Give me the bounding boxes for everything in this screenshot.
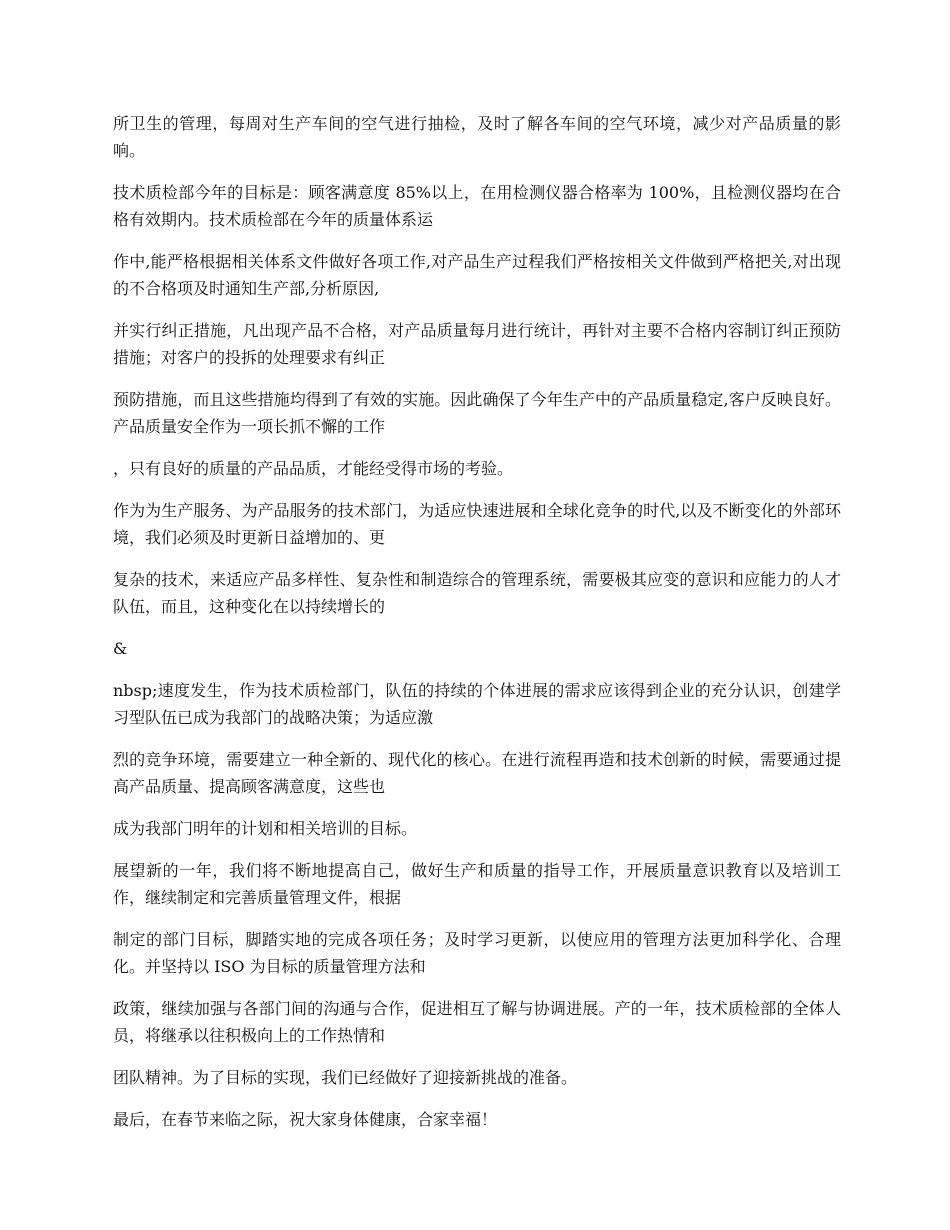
- paragraph: 团队精神。为了目标的实现，我们已经做好了迎接新挑战的准备。: [113, 1068, 578, 1087]
- paragraph: 作中,能严格根据相关体系文件做好各项工作,对产品生产过程我们严格按相关文件做到严格把关,对出现的不合格项及时通知生产部,分析原因,: [113, 252, 841, 298]
- paragraph: 作为为生产服务、为产品服务的技术部门，为适应快速进展和全球化竞争的时代,以及不断变化的外部环境，我们必须及时更新日益增加的、更: [113, 501, 841, 547]
- paragraph: 成为我部门明年的计划和相关培训的目标。: [113, 819, 418, 838]
- paragraph: ，只有良好的质量的产品品质，才能经受得市场的考验。: [113, 459, 514, 478]
- paragraph: 展望新的一年，我们将不断地提高自己，做好生产和质量的指导工作，开展质量意识教育以及培训工作，继续制定和完善质量管理文件，根据: [113, 861, 841, 907]
- paragraph: 烈的竞争环境，需要建立一种全新的、现代化的核心。在进行流程再造和技术创新的时候，需要通过提高产品质量、提高顾客满意度，这些也: [113, 750, 841, 796]
- paragraph: 复杂的技术，来适应产品多样性、复杂性和制造综合的管理系统，需要极其应变的意识和应能力的人才队伍，而且，这种变化在以持续增长的: [113, 570, 841, 616]
- paragraph: 制定的部门目标，脚踏实地的完成各项任务；及时学习更新，以使应用的管理方法更加科学化、合理化。并坚持以 ISO 为目标的质量管理方法和: [113, 930, 841, 976]
- paragraph: 预防措施，而且这些措施均得到了有效的实施。因此确保了今年生产中的产品质量稳定,客户反映良好。产品质量安全作为一项长抓不懈的工作: [113, 390, 841, 436]
- document-body: [113, 110, 841, 1148]
- paragraph: 所卫生的管理，每周对生产车间的空气进行抽检，及时了解各车间的空气环境，减少对产品质量的影响。: [113, 114, 841, 160]
- paragraph: 最后，在春节来临之际，祝大家身体健康，合家幸福！: [113, 1110, 498, 1129]
- paragraph: 并实行纠正措施，凡出现产品不合格，对产品质量每月进行统计，再针对主要不合格内容制订纠正预防措施；对客户的投拆的处理要求有纠正: [113, 321, 841, 367]
- paragraph: &: [113, 639, 128, 658]
- paragraph: nbsp;速度发生，作为技术质检部门，队伍的持续的个体进展的需求应该得到企业的充分认识，创建学习型队伍已成为我部门的战略决策；为适应激: [113, 681, 841, 727]
- paragraph: 技术质检部今年的目标是：顾客满意度 85%以上，在用检测仪器合格率为 100%，且检测仪器均在合格有效期内。技术质检部在今年的质量体系运: [113, 183, 841, 229]
- paragraph: 政策，继续加强与各部门间的沟通与合作，促进相互了解与协调进展。产的一年，技术质检部的全体人员，将继承以往积极向上的工作热情和: [113, 999, 841, 1045]
